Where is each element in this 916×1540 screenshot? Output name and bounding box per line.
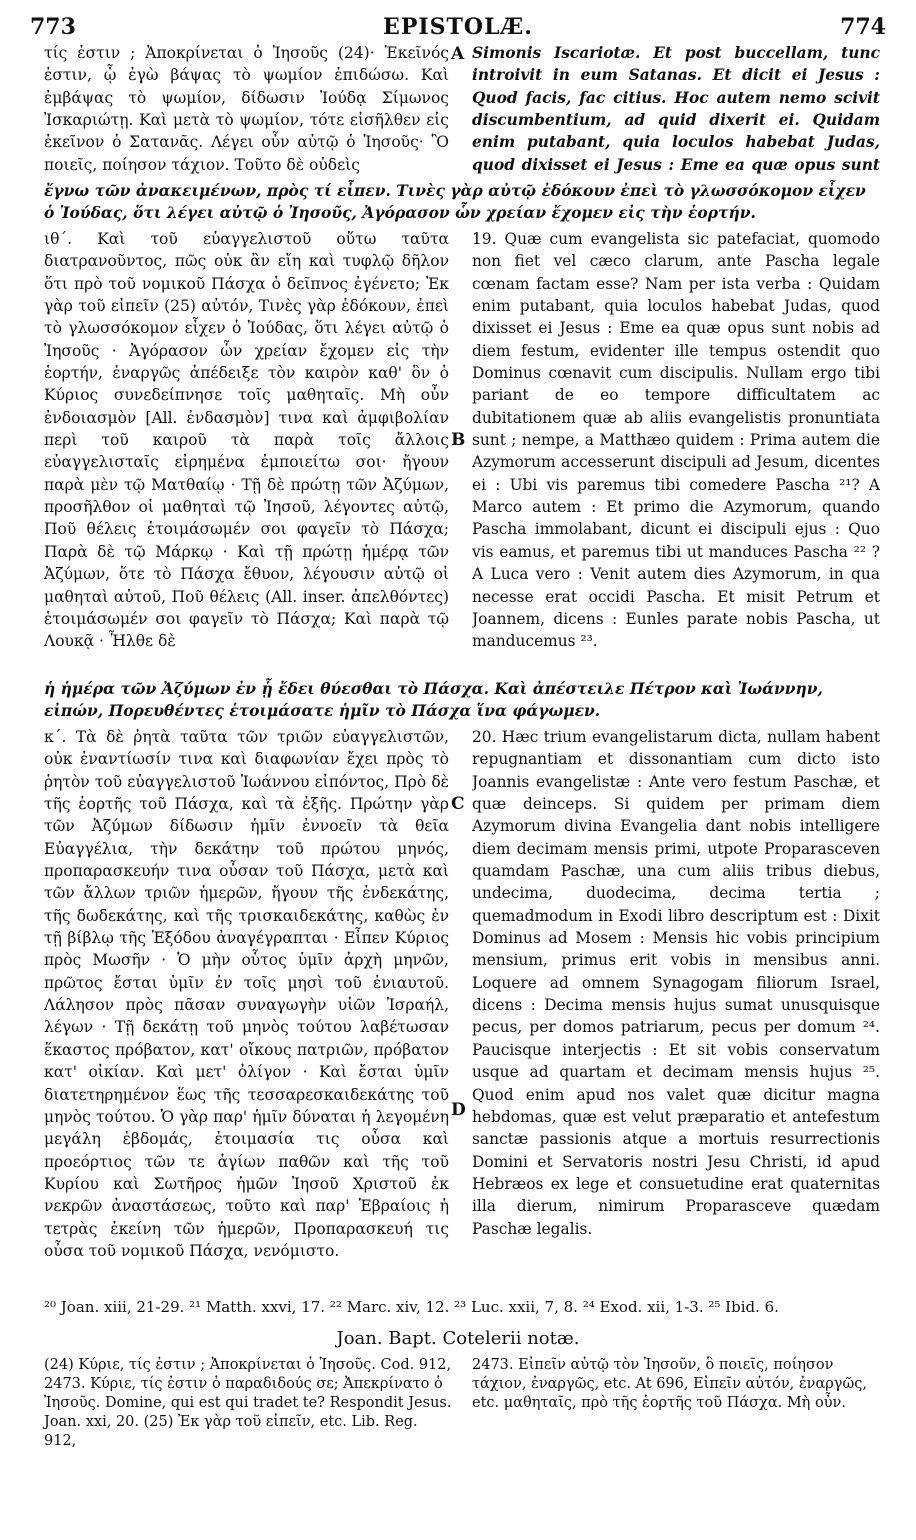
margin-marker-d: D	[451, 1100, 466, 1120]
margin-marker-c: C	[451, 794, 465, 814]
notes-title: Joan. Bapt. Cotelerii notæ.	[336, 1328, 580, 1349]
margin-marker-b: B	[451, 430, 466, 450]
greek-span-line: ἔγνω τῶν ἀνακειμένων, πρὸς τί εἶπεν. Τινὲς γὰρ αὐτῷ ἐδόκουν ἐπεὶ τὸ γλωσσόκομον εἶχεν ὁ Ἰούδας, ὅτι λέγει αὐτῷ ὁ Ἰησοῦς, Ἀγόρασον ὧν χρείαν ἔχομεν εἰς τὴν ἑορτήν.	[44, 181, 866, 223]
running-title: EPISTOLÆ.	[383, 14, 533, 40]
page-number-right: 774	[840, 14, 886, 40]
greek-text-top: τίς ἐστιν ; Ἀποκρίνεται ὁ Ἰησοῦς (24)· Ἐκεῖνός ἐστιν, ᾧ ἐγὼ βάψας τὸ ψωμίον ἐπιδώσω. Καὶ ἐμβάψας τὸ ψωμίον, δίδωσιν Ἰούδᾳ Σίμωνος Ἰσκαριώτῃ. Καὶ μετὰ τὸ ψωμίον, τότε εἰσῆλθεν εἰς ἐκεῖνον ὁ Σατανᾶς. Λέγει οὖν αὐτῷ ὁ Ἰησοῦς· Ὃ ποιεῖς, ποίησον τάχιον. Τοῦτο δὲ οὐδεὶς	[44, 44, 449, 174]
notes-right: 2473. Εἰπεῖν αὐτῷ τὸν Ἰησοῦν, ὃ ποιεῖς, ποίησον τάχιον, ἐναργῶς, etc. At 696, Εἰπεῖν αὐτόν, ἐναργῶς, etc. μαθηταῖς, πρὸ τῆς ἑορτῆς τοῦ Πάσχα. Μὴ οὖν.	[472, 1357, 868, 1411]
greek-text-section-19: ιθ΄. Καὶ τοῦ εὐαγγελιστοῦ οὕτω ταῦτα διατρανοῦντος, πῶς οὐκ ἂν εἴη καὶ τυφλῷ δῆλον ὅτι πρὸ τοῦ νομικοῦ Πάσχα ὁ δεῖπνος ἐγένετο; Ἐκ γὰρ τοῦ εἰπεῖν (25) αὐτόν, Τινὲς γὰρ ἐδόκουν, ἐπεὶ τὸ γλωσσόκομον εἶχεν ὁ Ἰούδας, ὅτι λέγει αὐτῷ ὁ Ἰησοῦς · Ἀγόρασον ὧν χρείαν ἔχομεν εἰς τὴν ἑορτήν, ἐναργῶς ἀπέδειξε τὸν καιρὸν καθ' ὃν ὁ Κύριος συνεδείπνησε τοῖς μαθηταῖς. Μὴ οὖν ἐνδοιασμὸν [All. ἐνδασμὸν] τινα καὶ ἀμφιβολίαν περὶ τοῦ καιροῦ τὰ παρὰ τοῖς ἄλλοις εὐαγγελισταῖς εἰρημένα ἐμποιείτω σοι· ἤγουν παρὰ μὲν τῷ Ματθαίῳ · Τῇ δὲ πρώτῃ τῶν Ἀζύμων, προσῆλθον οἱ μαθηταὶ τῷ Ἰησοῦ, λέγοντες αὐτῷ, Ποῦ θέλεις ἑτοιμάσωμέν σοι φαγεῖν τὸ Πάσχα; Παρὰ δὲ τῷ Μάρκῳ · Καὶ τῇ πρώτῃ ἡμέρᾳ τῶν Ἀζύμων, ὅτε τὸ Πάσχα ἔθυον, λέγουσιν αὐτῷ οἱ μαθηταὶ αὐτοῦ, Ποῦ θέλεις (All. inser. ἀπελθόντες) ἑτοιμάσωμέν σοι φαγεῖν τὸ Πάσχα; Καὶ παρὰ τῷ Λουκᾷ · Ἦλθε δὲ	[44, 230, 449, 651]
footnotes: ²⁰ Joan. xiii, 21-29. ²¹ Matth. xxvi, 17. ²² Marc. xiv, 12. ²³ Luc. xxii, 7, 8. ²⁴ Exod. xii, 1-3. ²⁵ Ibid. 6.	[44, 1298, 779, 1316]
latin-text-section-19: 19. Quæ cum evangelista sic patefaciat, quomodo non fiet vel cæco clarum, ante Pascha legale cœnam factam esse? Nam per ista verba : Quidam enim putabant, quia loculos habebat Judas, quod dixisset ei Jesus : Eme ea quæ opus sunt nobis ad diem festum, evidenter ille tempus ostendit quo Dominus cœnavit cum discipulis. Nullam ergo tibi pariant de eo tempore difficultatem ac dubitationem quæ ab aliis evangelistis pronuntiata sunt ; nempe, a Matthæo quidem : Prima autem die Azymorum accesserunt discipuli ad Jesum, dicentes ei : Ubi vis paremus tibi comedere Pascha ²¹? A Marco autem : Et primo die Azymorum, quando Pascha immolabant, dicunt ei discipuli ejus : Quo vis eamus, et paremus tibi ut manduces Pascha ²² ? A Luca vero : Venit autem dies Azymorum, in qua necesse erat occidi Pascha. Et misit Petrum et Joannem, dicens : Eunles parate nobis Pascha, ut manducemus ²³.	[472, 230, 880, 651]
latin-text-top: Simonis Iscariotæ. Et post buccellam, tunc introivit in eum Satanas. Et dicit ei Jesus : Quod facis, fac citius. Hoc autem nemo scivit discumbentium, ad quid dixerit ei. Quidam enim putabant, quia loculos habebat Judas, quod dixisset ei Jesus : Eme ea quæ opus sunt	[472, 44, 880, 174]
greek-span-line-2: ἡ ἡμέρα τῶν Ἀζύμων ἐν ᾗ ἔδει θύεσθαι τὸ Πάσχα. Καὶ ἀπέστειλε Πέτρον καὶ Ἰωάννην, εἰπών, Πορευθέντες ἑτοιμάσατε ἡμῖν τὸ Πάσχα ἵνα φάγωμεν.	[44, 679, 823, 721]
greek-text-section-20: κ΄. Τὰ δὲ ῥητὰ ταῦτα τῶν τριῶν εὐαγγελιστῶν, οὐκ ἐναντίωσίν τινα καὶ διαφωνίαν ἔχει πρὸς τὸ ῥητὸν τοῦ εὐαγγελιστοῦ Ἰωάννου εἰπόντος, Πρὸ δὲ τῆς ἑορτῆς τοῦ Πάσχα, καὶ τὰ ἑξῆς. Πρώτην γὰρ τῶν Ἀζύμων δίδωσιν ἡμῖν ἐννοεῖν τὰ θεῖα Εὐαγγέλια, τὴν δεκάτην τοῦ πρώτου μηνός, προπαρασκευήν τινα οὖσαν τοῦ Πάσχα, μετὰ καὶ τῶν ἄλλων τριῶν ἡμερῶν, ἤγουν τῆς ἑνδεκάτης, τῆς δωδεκάτης, καὶ τῆς τρισκαιδεκάτης, καθὼς ἐν τῇ βίβλῳ τῆς Ἐξόδου ἀναγέγραπται · Εἶπεν Κύριος πρὸς Μωσῆν · Ὁ μὴν οὗτος ὑμῖν ἀρχὴ μηνῶν, πρῶτος ἔσται ὑμῖν ἐν τοῖς μησὶ τοῦ ἐνιαυτοῦ. Λάλησον πρὸς πᾶσαν συναγωγὴν υἱῶν Ἰσραήλ, λέγων · Τῇ δεκάτῃ τοῦ μηνὸς τούτου λαβέτωσαν ἕκαστος πρόβατον, κατ' οἴκους πατριῶν, πρόβατον κατ' οἰκίαν. Καὶ μετ' ὀλίγον · Καὶ ἔσται ὑμῖν διατετηρημένον ἕως τῆς τεσσαρεσκαιδεκάτης τοῦ μηνὸς τούτου. Ὁ γὰρ παρ' ἡμῖν δύναται ἡ λεγομένη μεγάλη ἑβδομάς, ἑτοιμασία τις οὖσα καὶ προεόρτιος τῶν τε ἁγίων παθῶν καὶ τῆς τοῦ Κυρίου καὶ Σωτῆρος ἡμῶν Ἰησοῦ Χριστοῦ ἐκ νεκρῶν ἀναστάσεως, τοῦτο καὶ παρ' Ἑβραίοις ἡ τετρὰς ἐκείνη τῶν ἡμερῶν, Προπαρασκευή τις οὖσα τοῦ νομικοῦ Πάσχα, νενόμιστο.	[44, 728, 449, 1260]
notes-left: (24) Κύριε, τίς ἐστιν ; Ἀποκρίνεται ὁ Ἰησοῦς. Cod. 912, 2473. Κύριε, τίς ἐστιν ὁ παραδιδούς σε; Ἀπεκρίνατο ὁ Ἰησοῦς. Domine, qui est qui tradet te? Respondit Jesus. Joan. xxi, 20. (25) Ἐκ γὰρ τοῦ εἰπεῖν, etc. Lib. Reg. 912,	[44, 1357, 452, 1449]
margin-marker-a: A	[451, 44, 465, 64]
latin-text-section-20: 20. Hæc trium evangelistarum dicta, nullam habent repugnantiam et dissonantiam cum dicto isto Joannis evangelistæ : Ante vero festum Paschæ, et quæ deinceps. Si quidem per primam diem Azymorum divina Evangelia dant nobis intelligere diem decimam mensis primi, utpote Proparasceven quamdam Paschæ, una cum aliis tribus diebus, undecima, duodecima, decima tertia ; quemadmodum in Exodi libro descriptum est : Dixit Dominus ad Mosem : Mensis hic vobis principium mensium, primus erit vobis in mensibus anni. Loquere ad omnem Synagogam filiorum Israel, dicens : Decima mensis hujus sumat unusquisque pecus, per domos patriarum, pecus per domum ²⁴. Paucisque interjectis : Et sit vobis conservatum usque ad quartam et decimam mensis hujus ²⁵. Quod enim apud nos valet quæ dicitur magna hebdomas, quæ est velut præparatio et antefestum sanctæ passionis atque a mortuis resurrectionis Domini et Servatoris nostri Jesu Christi, id apud Hebræos ex lege et consuetudine erat quaternitas illa dierum, nimirum Proparasceve quædam Paschæ legalis.	[472, 728, 880, 1238]
page-number-left: 773	[30, 14, 76, 40]
